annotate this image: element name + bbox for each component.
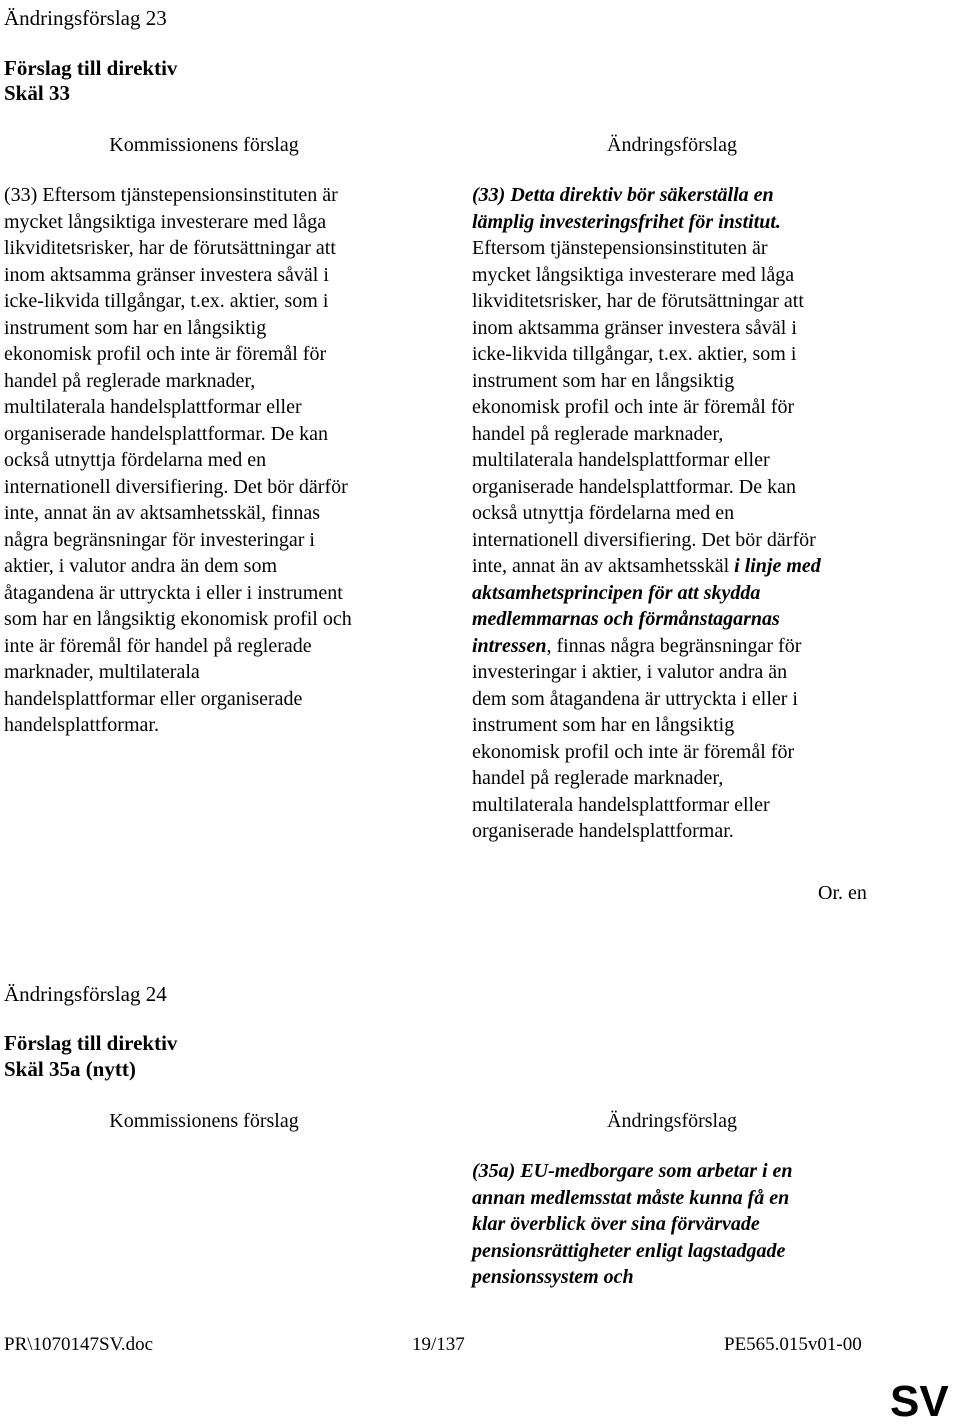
amendment-24-amendment-text: (35a) EU-medborgare som arbetar i en annan medlemsstat måste kunna få en klar överblick över sina förvärvade pensionsrättigheter enligt lagstadgade pensionssystem och: [472, 1160, 793, 1288]
amendment-23-commission-text: (33) Eftersom tjänstepensionsinstituten är mycket långsiktiga investerare med låga likviditetsrisker, har de förutsättningar att inom aktsamma gränser investera såväl i icke-likvida tillgångar, t.ex. aktier, som i instrument som har en långsiktig ekonomisk profil och inte är föremål för handel på reglerade marknader, multilaterala handelsplattformar eller organiserade handelsplattformar. De kan också utnyttja fördelarna med en internationell diversifiering. Det bör därför inte, annat än av aktsamhetsskäl, finnas några begränsningar för investeringar i aktier, i valutor andra än dem som åtagandena är uttryckta i eller i instrument som har en långsiktig ekonomisk profil och inte är föremål för handel på reglerade marknader, multilaterala handelsplattformar eller organiserade handelsplattformar.: [4, 184, 352, 736]
amendment-23-left-header: Kommissionens förslag: [109, 134, 299, 156]
footer-language-code: SV: [890, 1377, 949, 1426]
footer-page-number: 19/137: [412, 1334, 465, 1355]
amendment-24-recital: Skäl 35a (nytt): [4, 1057, 136, 1081]
amendment-23-recital: Skäl 33: [4, 81, 70, 105]
amendment-23-proposal-label: Förslag till direktiv: [4, 56, 178, 80]
amendment-24-proposal-label: Förslag till direktiv: [4, 1031, 178, 1055]
amendment-23-inserted-text-1: (33) Detta direktiv bör säkerställa en lämplig investeringsfrihet för institut.: [472, 184, 781, 233]
amendment-23-inserted-text-2: i linje med aktsamhetsprincipen för att skydda medlemmarnas och förmånstagarnas intressen: [472, 555, 821, 657]
amendment-24-left-header: Kommissionens förslag: [109, 1110, 299, 1132]
amendment-24-right-header: Ändringsförslag: [607, 1110, 737, 1132]
footer-pe-reference: PE565.015v01-00: [724, 1334, 862, 1355]
amendment-23-plain-text-1: Eftersom tjänstepensionsinstituten är mycket långsiktiga investerare med låga likviditetsrisker, har de förutsättningar att inom aktsamma gränser investera såväl i icke-likvida tillgångar, t.ex. aktier, som i instrument som har en långsiktig ekonomisk profil och inte är föremål för handel på reglerade marknader, multilaterala handelsplattformar eller organiserade handelsplattformar. De kan också utnyttja fördelarna med en internationell diversifiering. Det bör därför inte, annat än av aktsamhetsskäl: [472, 237, 816, 577]
amendment-23-title: Ändringsförslag 23: [4, 6, 167, 30]
amendment-23-right-header: Ändringsförslag: [607, 134, 737, 156]
amendment-23-plain-text-2: , finnas några begränsningar för investeringar i aktier, i valutor andra än dem som åtagandena är uttryckta i eller i instrument som har en långsiktig ekonomisk profil och inte är föremål för handel på reglerade marknader, multilaterala handelsplattformar eller organiserade handelsplattformar.: [472, 634, 802, 842]
amendment-23-amendment-text: [472, 182, 902, 845]
footer-doc-reference: PR\1070147SV.doc: [4, 1334, 154, 1355]
amendment-24-title: Ändringsförslag 24: [4, 982, 167, 1006]
original-language-note: Or. en: [818, 882, 867, 904]
